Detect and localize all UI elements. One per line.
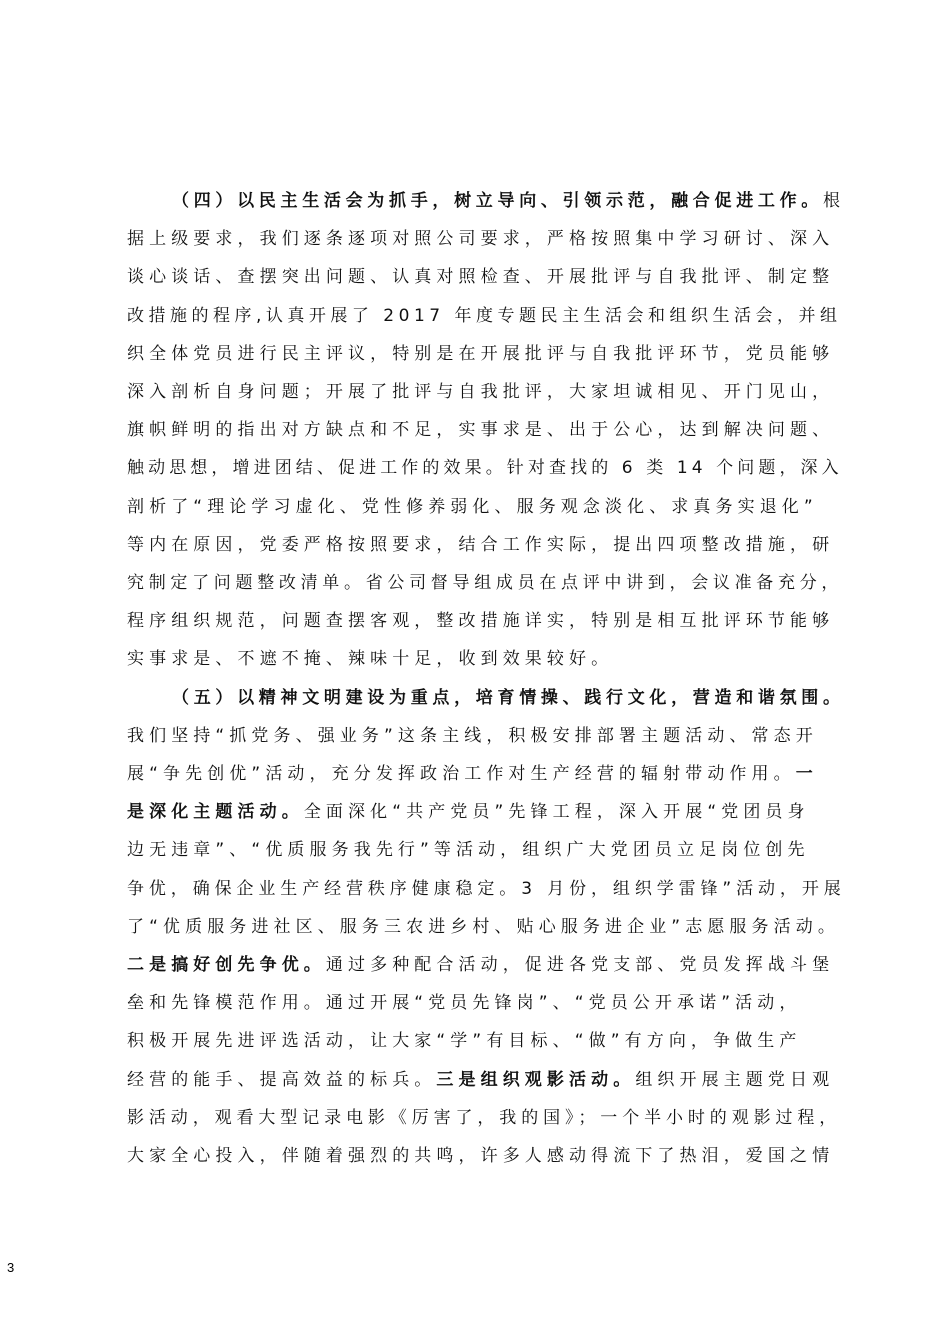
text-segment: 改措施的程序,认真开展了 2017 年度专题民主生活会和组织生活会，并组 — [127, 305, 842, 326]
text-segment: 争优，确保企业生产经营秩序健康稳定。3 月份，组织学雷锋”活动，开展 — [127, 878, 846, 899]
text-segment: 织全体党员进行民主评议，特别是在开展批评与自我批评环节，党员能够 — [127, 343, 835, 364]
paragraph-line — [127, 755, 818, 793]
paragraph-line — [127, 258, 834, 296]
paragraph-line — [127, 602, 834, 640]
text-segment: 组织开展主题党日观 — [635, 1069, 835, 1090]
paragraph-line — [127, 1099, 841, 1137]
text-segment: 了“优质服务进社区、服务三农进乡村、贴心服务进企业”志愿服务活动。 — [127, 916, 840, 937]
text-segment: 程序组织规范，问题查摆客观，整改措施详实，特别是相互批评环节能够 — [127, 611, 835, 632]
paragraph-line — [127, 793, 810, 831]
paragraph-line — [127, 526, 834, 564]
text-segment: 根 — [823, 191, 845, 211]
text-segment: 深入剖析自身问题；开展了批评与自我批评，大家坦诚相见、开门见山， — [127, 382, 835, 402]
paragraph-line — [127, 449, 843, 487]
paragraph-line — [127, 373, 834, 411]
text-segment: 实事求是、不遮不掩、辣味十足，收到效果较好。 — [127, 649, 614, 670]
page-number: 3 — [7, 1260, 15, 1275]
bold-text-segment: （五）以精神文明建设为重点，培育情操、践行文化，营造和谐氛围。 — [172, 687, 845, 708]
paragraph-line — [127, 488, 818, 526]
text-segment: 垒和先锋模范作用。通过开展“党员先锋岗”、“党员公开承诺”活动， — [127, 993, 802, 1014]
text-segment: 据上级要求，我们逐条逐项对照公司要求，严格按照集中学习研讨、深入 — [127, 229, 835, 250]
paragraph-line — [172, 679, 845, 717]
paragraph-line — [127, 984, 801, 1022]
paragraph-line — [127, 220, 834, 258]
paragraph-line — [172, 182, 845, 220]
text-segment: 全面深化“共产党员”先锋工程，深入开展“党团员身 — [303, 802, 810, 823]
bold-text-segment: 三是组织观影活动。 — [436, 1069, 636, 1090]
bold-text-segment: 一 — [795, 764, 818, 784]
paragraph-line — [127, 1022, 801, 1060]
text-segment: 通过多种配合活动，促进各党支部、党员发挥战斗堡 — [325, 955, 835, 975]
paragraph-line — [127, 908, 840, 946]
text-segment: 究制定了问题整改清单。省公司督导组成员在点评中讲到，会议准备充分， — [127, 573, 844, 593]
text-segment: 积极开展先进评选活动，让大家“学”有目标、“做”有方向，争做生产 — [127, 1031, 802, 1052]
text-segment: 剖析了“理论学习虚化、党性修养弱化、服务观念淡化、求真务实退化” — [127, 496, 818, 517]
text-segment: 旗帜鲜明的指出对方缺点和不足，实事求是、出于公心，达到解决问题、 — [127, 420, 835, 441]
paragraph-line — [127, 411, 834, 449]
text-segment: 边无违章”、“优质服务我先行”等活动，组织广大党团员立足岗位创先 — [127, 840, 810, 861]
paragraph-line — [127, 831, 810, 869]
text-segment: 大家全心投入，伴随着强烈的共鸣，许多人感动得流下了热泪，爱国之情 — [127, 1146, 835, 1166]
text-segment: 我们坚持“抓党务、强业务”这条主线，积极安排部署主题活动、常态开 — [127, 725, 818, 746]
bold-text-segment: 是深化主题活动。 — [127, 802, 304, 823]
text-segment: 经营的能手、提高效益的标兵。 — [127, 1069, 437, 1090]
paragraph-line — [127, 1061, 834, 1099]
bold-text-segment: （四）以民主生活会为抓手，树立导向、引领示范，融合促进工作。 — [172, 191, 823, 211]
paragraph-line — [127, 297, 841, 335]
paragraph-line — [127, 1137, 834, 1175]
text-segment: 触动思想，增进团结、促进工作的效果。针对查找的 6 类 14 个问题，深入 — [127, 458, 843, 479]
text-segment: 谈心谈话、查摆突出问题、认真对照检查、开展批评与自我批评、制定整 — [127, 267, 835, 288]
paragraph-line — [127, 564, 843, 602]
paragraph-line — [127, 335, 834, 373]
text-segment: 等内在原因，党委严格按照要求，结合工作实际，提出四项整改措施，研 — [127, 534, 835, 555]
paragraph-line — [127, 946, 834, 984]
paragraph-line — [127, 870, 846, 908]
bold-text-segment: 二是搞好创先争优。 — [127, 955, 326, 975]
paragraph-line — [127, 640, 613, 678]
paragraph-line — [127, 717, 818, 755]
text-segment: 影活动，观看大型记录电影《厉害了，我的国》；一个半小时的观影过程， — [127, 1107, 842, 1128]
text-segment: 展“争先创优”活动，充分发挥政治工作对生产经营的辐射带动作用。 — [127, 764, 796, 784]
